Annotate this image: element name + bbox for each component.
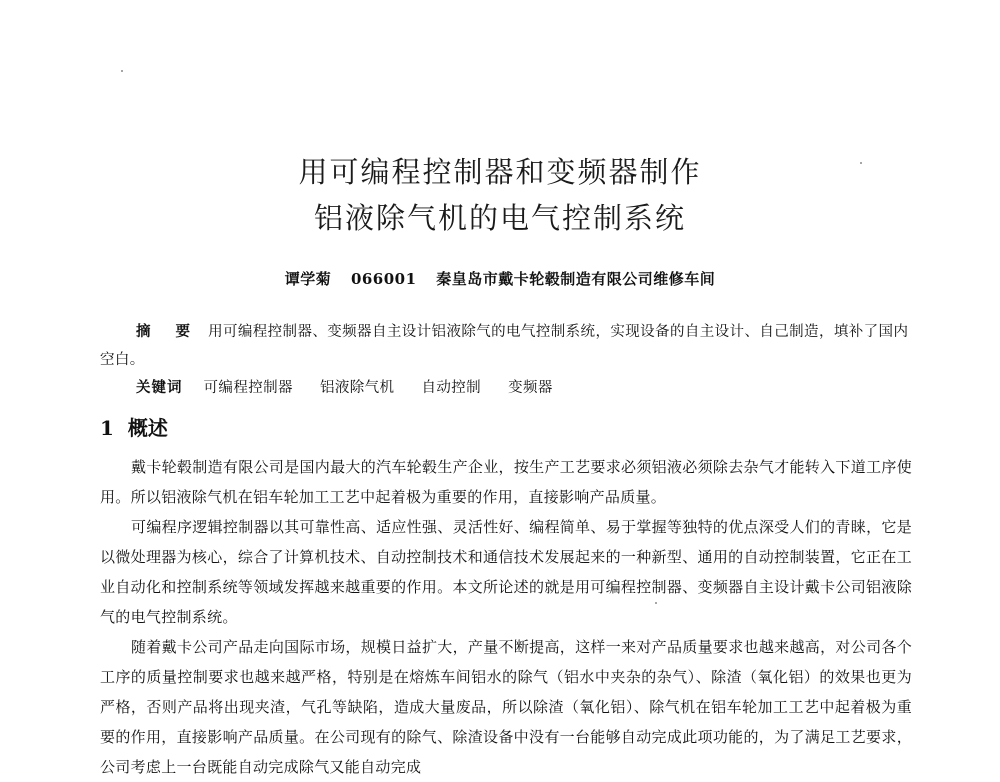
author-affiliation: 秦皇岛市戴卡轮毂制造有限公司维修车间 [436,270,716,288]
paper-title-line-1: 用可编程控制器和变频器制作 [298,155,702,189]
abstract-paragraph [100,318,910,374]
abstract-block [100,318,910,402]
keyword: 铝液除气机 [319,380,395,396]
author-name: 谭学菊 [284,270,332,288]
keyword: 可编程控制器 [203,380,293,396]
scan-speck [121,70,123,72]
keyword: 变频器 [508,380,553,396]
section-heading [100,412,168,441]
abstract-text: 用可编程控制器、变频器自主设计铝液除气的电气控制系统，实现设备的自主设计、自己制造，填补了国内空白。 [100,324,909,368]
body-text [100,452,912,782]
body-paragraph: 可编程序逻辑控制器以其可靠性高、适应性强、灵活性好、编程简单、易于掌握等独特的优点深受人们的青睐，它是以微处理器为核心，综合了计算机技术、自动控制技术和通信技术发展起来的一种新型、通用的自动控制装置，它正在工业自动化和控制系统等领域发挥越来越重要的作用。本文所论述的就是用可编程控制器、变频器自主设计戴卡公司铝液除气的电气控制系统。 [100,518,912,626]
keywords-line [136,374,910,402]
body-paragraph: 戴卡轮毂制造有限公司是国内最大的汽车轮毂生产企业，按生产工艺要求必须铝液必须除去杂气才能转入下道工序使用。所以铝液除气机在铝车轮加工工艺中起着极为重要的作用，直接影响产品质量。 [100,458,912,506]
keyword: 自动控制 [421,380,482,396]
author-postcode: 066001 [350,270,417,288]
paper-title-line-2: 铝液除气机的电气控制系统 [313,201,686,235]
author-line [0,268,1000,289]
keywords-label: 关键词 [136,379,183,396]
section-title: 概述 [127,416,168,440]
body-paragraph: 随着戴卡公司产品走向国际市场，规模日益扩大，产量不断提高，这样一来对产品质量要求也越来越高，对公司各个工序的质量控制要求也越来越严格，特别是在熔炼车间铝水的除气（铝水中夹杂的杂气）、除渣（氧化铝）的效果也更为严格，否则产品将出现夹渣，气孔等缺陷，造成大量废品，所以除渣（氧化铝）、除气机在铝车轮加工工艺中起着极为重要的作用，直接影响产品质量。在公司现有的除气、除渣设备中没有一台能够自动完成此项功能的，为了满足工艺要求，公司考虑上一台既能自动完成除气又能自动完成 [100,638,912,776]
section-number: 1 [100,416,114,440]
abstract-label: 摘 要 [136,323,201,340]
